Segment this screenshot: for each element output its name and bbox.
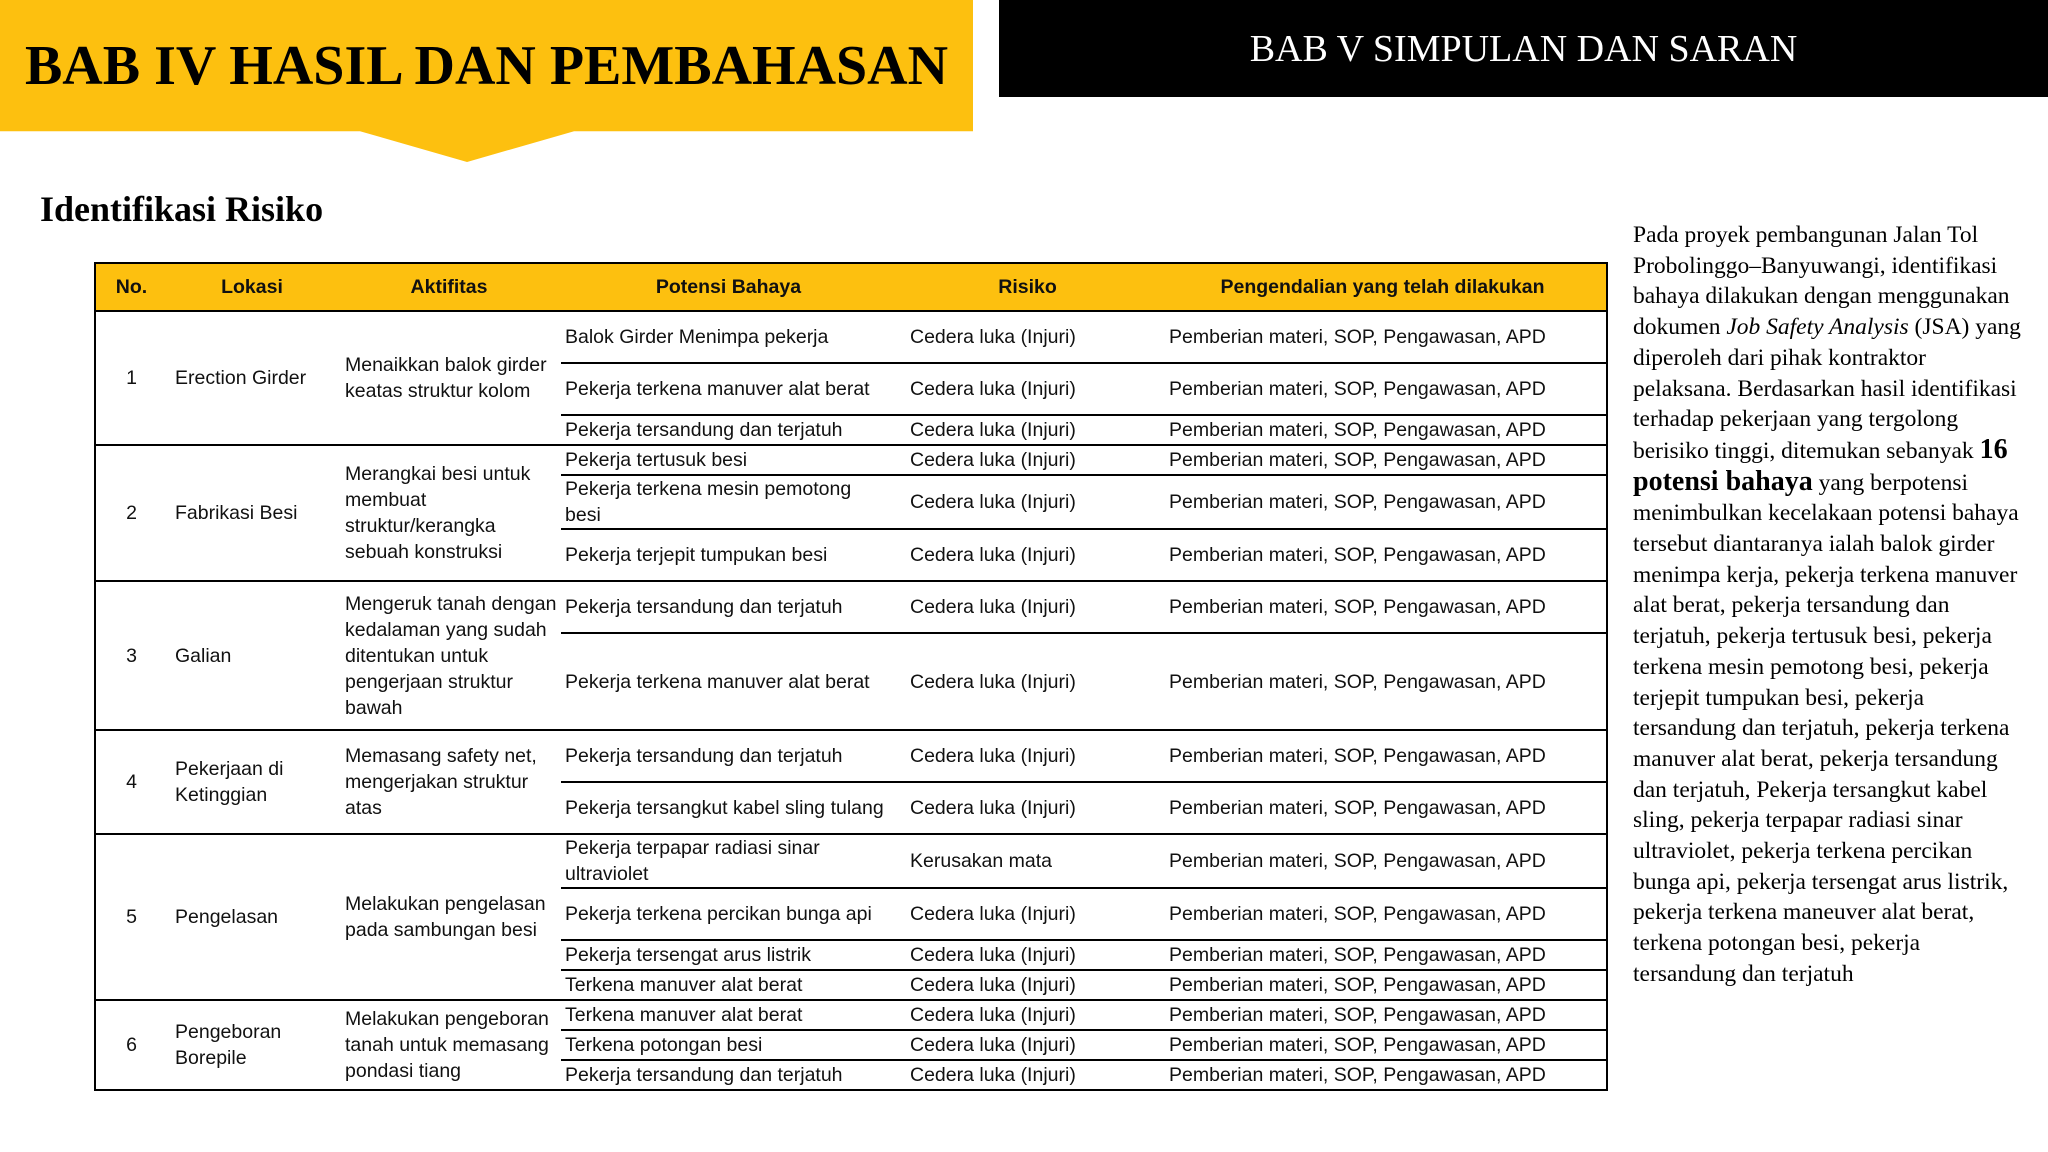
cell-bahaya: Balok Girder Menimpa pekerja (561, 311, 896, 363)
cell-bahaya: Pekerja terkena manuver alat berat (561, 633, 896, 730)
cell-risiko: Cedera luka (Injuri) (896, 1000, 1159, 1030)
cell-lokasi: Galian (167, 581, 337, 730)
cell-risiko: Cedera luka (Injuri) (896, 633, 1159, 730)
cell-no: 4 (95, 730, 167, 834)
cell-risiko: Cedera luka (Injuri) (896, 970, 1159, 1000)
table-row (95, 730, 1607, 782)
cell-pengendalian: Pemberian materi, SOP, Pengawasan, APD (1159, 782, 1607, 834)
summary-paragraph (1633, 220, 2025, 990)
table-row (95, 834, 1607, 888)
cell-bahaya: Pekerja tersangkut kabel sling tulang (561, 782, 896, 834)
table-row (95, 311, 1607, 363)
table-row (95, 581, 1607, 633)
inactive-section-title: BAB V SIMPULAN DAN SARAN (1249, 27, 1798, 70)
cell-no: 5 (95, 834, 167, 1000)
cell-no: 6 (95, 1000, 167, 1090)
cell-pengendalian: Pemberian materi, SOP, Pengawasan, APD (1159, 311, 1607, 363)
active-section-title: BAB IV HASIL DAN PEMBAHASAN (24, 34, 949, 97)
cell-risiko: Cedera luka (Injuri) (896, 730, 1159, 782)
cell-pengendalian: Pemberian materi, SOP, Pengawasan, APD (1159, 730, 1607, 782)
cell-lokasi: Pekerjaan di Ketinggian (167, 730, 337, 834)
cell-pengendalian: Pemberian materi, SOP, Pengawasan, APD (1159, 1060, 1607, 1090)
cell-risiko: Cedera luka (Injuri) (896, 415, 1159, 445)
cell-risiko: Cedera luka (Injuri) (896, 445, 1159, 475)
cell-aktifitas: Melakukan pengeboran tanah untuk memasang pondasi tiang (337, 1000, 561, 1090)
header-lokasi: Lokasi (167, 263, 337, 311)
cell-risiko: Cedera luka (Injuri) (896, 888, 1159, 940)
cell-pengendalian: Pemberian materi, SOP, Pengawasan, APD (1159, 940, 1607, 970)
cell-pengendalian: Pemberian materi, SOP, Pengawasan, APD (1159, 970, 1607, 1000)
cell-aktifitas: Menaikkan balok girder keatas struktur kolom (337, 311, 561, 445)
header-potensi-bahaya: Potensi Bahaya (561, 263, 896, 311)
cell-lokasi: Erection Girder (167, 311, 337, 445)
cell-risiko: Cedera luka (Injuri) (896, 529, 1159, 581)
cell-pengendalian: Pemberian materi, SOP, Pengawasan, APD (1159, 633, 1607, 730)
cell-bahaya: Terkena manuver alat berat (561, 970, 896, 1000)
cell-bahaya: Terkena potongan besi (561, 1030, 896, 1060)
cell-risiko: Cedera luka (Injuri) (896, 363, 1159, 415)
cell-risiko: Cedera luka (Injuri) (896, 782, 1159, 834)
cell-pengendalian: Pemberian materi, SOP, Pengawasan, APD (1159, 415, 1607, 445)
header-pengendalian: Pengendalian yang telah dilakukan (1159, 263, 1607, 311)
summary-text-2: (JSA) yang diperoleh dari pihak kontraktor pelaksana. Berdasarkan hasil identifikasi terhadap pekerjaan yang tergolong berisiko tinggi, ditemukan sebanyak (1633, 314, 2021, 464)
cell-bahaya: Pekerja tersandung dan terjatuh (561, 1060, 896, 1090)
summary-italic-term: Job Safety Analysis (1726, 314, 1909, 341)
cell-risiko: Cedera luka (Injuri) (896, 311, 1159, 363)
cell-pengendalian: Pemberian materi, SOP, Pengawasan, APD (1159, 1000, 1607, 1030)
cell-pengendalian: Pemberian materi, SOP, Pengawasan, APD (1159, 1030, 1607, 1060)
summary-highlight: 16 potensi bahaya (1633, 433, 2008, 497)
cell-risiko: Cedera luka (Injuri) (896, 581, 1159, 633)
cell-no: 1 (95, 311, 167, 445)
section-title: Identifikasi Risiko (40, 189, 324, 229)
cell-bahaya: Pekerja terkena mesin pemotong besi (561, 475, 896, 529)
cell-bahaya: Pekerja terkena manuver alat berat (561, 363, 896, 415)
cell-bahaya: Pekerja tersandung dan terjatuh (561, 415, 896, 445)
cell-aktifitas: Memasang safety net, mengerjakan struktur atas (337, 730, 561, 834)
cell-risiko: Cedera luka (Injuri) (896, 475, 1159, 529)
summary-text-3: yang berpotensi menimbulkan kecelakaan potensi bahaya tersebut diantaranya ialah balok girder menimpa kerja, pekerja terkena manuver alat berat, pekerja tersandung dan terjatuh, pekerja tertusuk besi, pekerja terkena mesin pemotong besi, pekerja terjepit tumpukan besi, pekerja tersandung dan terjatuh, pekerja terkena manuver alat berat, pekerja tersandung dan terjatuh, Pekerja tersangkut kabel sling, pekerja terpapar radiasi sinar ultraviolet, pekerja terkena percikan bunga api, pekerja tersengat arus listrik, pekerja terkena maneuver alat berat, terkena potongan besi, pekerja tersandung dan terjatuh (1633, 469, 2019, 987)
cell-aktifitas: Mengeruk tanah dengan kedalaman yang sudah ditentukan untuk pengerjaan struktur bawah (337, 581, 561, 730)
cell-risiko: Cedera luka (Injuri) (896, 940, 1159, 970)
cell-bahaya: Pekerja tertusuk besi (561, 445, 896, 475)
cell-bahaya: Pekerja tersandung dan terjatuh (561, 581, 896, 633)
header-risiko: Risiko (896, 263, 1159, 311)
header-aktifitas: Aktifitas (337, 263, 561, 311)
cell-lokasi: Pengeboran Borepile (167, 1000, 337, 1090)
cell-pengendalian: Pemberian materi, SOP, Pengawasan, APD (1159, 888, 1607, 940)
cell-pengendalian: Pemberian materi, SOP, Pengawasan, APD (1159, 363, 1607, 415)
cell-risiko: Cedera luka (Injuri) (896, 1030, 1159, 1060)
cell-pengendalian: Pemberian materi, SOP, Pengawasan, APD (1159, 529, 1607, 581)
cell-pengendalian: Pemberian materi, SOP, Pengawasan, APD (1159, 445, 1607, 475)
cell-no: 3 (95, 581, 167, 730)
cell-bahaya: Pekerja tersengat arus listrik (561, 940, 896, 970)
risk-identification-table (94, 262, 1608, 1091)
cell-bahaya: Pekerja terjepit tumpukan besi (561, 529, 896, 581)
table-row (95, 445, 1607, 475)
cell-risiko: Cedera luka (Injuri) (896, 1060, 1159, 1090)
cell-aktifitas: Merangkai besi untuk membuat struktur/kerangka sebuah konstruksi (337, 445, 561, 581)
cell-pengendalian: Pemberian materi, SOP, Pengawasan, APD (1159, 475, 1607, 529)
cell-risiko: Kerusakan mata (896, 834, 1159, 888)
cell-lokasi: Fabrikasi Besi (167, 445, 337, 581)
cell-lokasi: Pengelasan (167, 834, 337, 1000)
cell-pengendalian: Pemberian materi, SOP, Pengawasan, APD (1159, 834, 1607, 888)
cell-bahaya: Pekerja terkena percikan bunga api (561, 888, 896, 940)
table-row (95, 1000, 1607, 1030)
cell-bahaya: Pekerja tersandung dan terjatuh (561, 730, 896, 782)
cell-bahaya: Pekerja terpapar radiasi sinar ultraviolet (561, 834, 896, 888)
table-header-row (95, 263, 1607, 311)
cell-no: 2 (95, 445, 167, 581)
inactive-section-tab[interactable] (999, 0, 2048, 97)
summary-text-1: Pada proyek pembangunan Jalan Tol Probolinggo–Banyuwangi, identifikasi bahaya dilakukan dengan menggunakan dokumen (1633, 222, 2010, 341)
cell-aktifitas: Melakukan pengelasan pada sambungan besi (337, 834, 561, 1000)
cell-bahaya: Terkena manuver alat berat (561, 1000, 896, 1030)
header-no: No. (95, 263, 167, 311)
cell-pengendalian: Pemberian materi, SOP, Pengawasan, APD (1159, 581, 1607, 633)
